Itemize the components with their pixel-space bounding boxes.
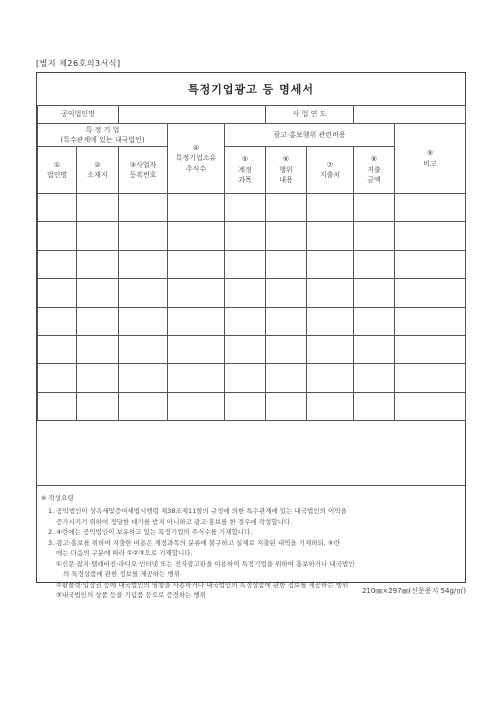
col5-label-line2: 과목: [238, 176, 252, 185]
special-company-group-header: [38, 124, 168, 147]
table-cell[interactable]: [307, 335, 354, 363]
table-cell[interactable]: [395, 307, 466, 335]
table-cell[interactable]: [38, 364, 77, 392]
instruction-item-3: 3. 광고·홍보를 위하여 지출한 비용은 계정과목의 분류에 불구하고 실제로 지출된 내역을 기재하되, ⑥란: [48, 538, 341, 547]
table-cell[interactable]: [168, 194, 225, 222]
table-row: [38, 194, 466, 222]
table-cell[interactable]: [354, 335, 395, 363]
table-row: [38, 364, 466, 392]
table-row: [38, 335, 466, 363]
table-cell[interactable]: [225, 364, 266, 392]
table-cell[interactable]: [119, 364, 168, 392]
col8-header: [354, 147, 395, 194]
table-cell[interactable]: [266, 364, 307, 392]
col3-label-line1: ③사업자: [129, 160, 157, 169]
info-row: [38, 106, 466, 124]
table-cell[interactable]: [395, 392, 466, 420]
table-row: [38, 250, 466, 278]
table-cell[interactable]: [225, 335, 266, 363]
table-cell[interactable]: [225, 194, 266, 222]
business-year-label: 사 업 연 도: [266, 106, 354, 124]
form-title: 특정기업광고 등 명세서: [188, 83, 314, 96]
table-cell[interactable]: [38, 250, 77, 278]
table-cell[interactable]: [77, 250, 119, 278]
table-cell[interactable]: [354, 194, 395, 222]
col1-header: [38, 147, 77, 194]
table-cell[interactable]: [395, 194, 466, 222]
instruction-item-2: 2. ④란에는 공익법인이 보유하고 있는 특정기업의 주식수를 기재합니다.: [48, 528, 253, 536]
table-cell[interactable]: [395, 250, 466, 278]
table-row: [38, 392, 466, 420]
table-cell[interactable]: [225, 392, 266, 420]
table-cell[interactable]: [354, 222, 395, 250]
col9-label: 비고: [423, 159, 437, 168]
col3-header: [119, 147, 168, 194]
table-cell[interactable]: [395, 279, 466, 307]
table-cell[interactable]: [119, 392, 168, 420]
col9-number: ⑨: [426, 149, 434, 157]
col4-label-line2: 주식수: [185, 164, 207, 173]
table-cell[interactable]: [354, 279, 395, 307]
table-cell[interactable]: [225, 279, 266, 307]
col8-label-line1: 지출: [367, 165, 381, 174]
table-cell[interactable]: [354, 250, 395, 278]
table-cell[interactable]: [119, 335, 168, 363]
table-cell[interactable]: [395, 222, 466, 250]
table-cell[interactable]: [77, 307, 119, 335]
table-cell[interactable]: [307, 364, 354, 392]
col6-number: ⑥: [282, 155, 290, 164]
ad-cost-group-header: 광고·홍보행위 관련비용: [225, 124, 395, 147]
table-cell[interactable]: [307, 307, 354, 335]
col6-label-line2: 내용: [279, 176, 293, 185]
col2-header: [77, 147, 119, 194]
table-cell[interactable]: [354, 364, 395, 392]
col8-number: ⑧: [370, 155, 378, 164]
col9-header: [395, 124, 466, 194]
col1-number: ①: [53, 160, 61, 169]
table-cell[interactable]: [168, 307, 225, 335]
paper-spec-footer: 210㎜×297㎜(신문용지 54g/㎡): [361, 587, 466, 595]
table-cell[interactable]: [77, 194, 119, 222]
table-cell[interactable]: [266, 392, 307, 420]
company-name-label: 공익법인명: [38, 106, 119, 124]
col4-label-line1: 특정기업소유: [175, 154, 217, 163]
table-cell[interactable]: [266, 307, 307, 335]
col7-number: ⑦: [326, 160, 334, 169]
table-cell[interactable]: [395, 364, 466, 392]
table-cell[interactable]: [38, 392, 77, 420]
col8-label-line2: 금액: [367, 176, 381, 185]
table-cell[interactable]: [38, 194, 77, 222]
table-cell[interactable]: [77, 392, 119, 420]
table-cell[interactable]: [119, 250, 168, 278]
table-cell[interactable]: [307, 194, 354, 222]
instructions-heading: ※ 작성요령: [41, 494, 74, 502]
table-cell[interactable]: [119, 194, 168, 222]
table-cell[interactable]: [38, 222, 77, 250]
col5-header: [225, 147, 266, 194]
instruction-subitem-3: ③내국법인의 상품 등을 기념품 등으로 증정하는 행위: [56, 591, 207, 599]
col4-header: [168, 124, 225, 194]
col7-header: [307, 147, 354, 194]
table-cell[interactable]: [77, 279, 119, 307]
table-cell[interactable]: [266, 194, 307, 222]
table-cell[interactable]: [119, 279, 168, 307]
table-cell[interactable]: [119, 307, 168, 335]
table-cell[interactable]: [168, 279, 225, 307]
instruction-item-3-continued: 에는 다음의 구분에 따라 ①②③으로 기재합니다.: [56, 549, 193, 557]
table-cell[interactable]: [307, 392, 354, 420]
instruction-item-1-continued: 증가시키기 위하여 정당한 대가를 받지 아니하고 광고·홍보를 한 경우에 작성합니다.: [56, 517, 293, 526]
table-cell[interactable]: [266, 335, 307, 363]
col1-label: 법인명: [46, 171, 68, 179]
table-cell[interactable]: [38, 279, 77, 307]
special-company-group-subtitle: (특수관계에 있는 내국법인): [60, 136, 145, 144]
statement-table: [37, 105, 466, 421]
col2-number: ②: [94, 160, 101, 169]
col6-label-line1: 행위: [279, 165, 293, 174]
instruction-subitem-1-continued: 의 특정상품에 관한 정보를 제공하는 행위: [63, 570, 181, 578]
col6-header: [266, 147, 307, 194]
col5-number: ⑤: [241, 155, 249, 164]
header-row-1: [38, 124, 466, 147]
table-cell[interactable]: [266, 279, 307, 307]
table-cell[interactable]: [77, 222, 119, 250]
table-row: [38, 307, 466, 335]
col2-label: 소재지: [87, 171, 108, 179]
table-cell[interactable]: [119, 222, 168, 250]
table-cell[interactable]: [307, 222, 354, 250]
company-name-field[interactable]: [119, 106, 266, 124]
table-row: [38, 222, 466, 250]
table-cell[interactable]: [395, 335, 466, 363]
instruction-subitem-1: ①신문·잡지·텔레비전·라디오·인터넷 또는 전자광고판을 이용하여 특정기업을 위하여 홍보하거나 내국법인: [56, 559, 355, 568]
table-cell[interactable]: [168, 335, 225, 363]
data-rows: [38, 194, 466, 421]
table-cell[interactable]: [168, 250, 225, 278]
table-cell[interactable]: [77, 364, 119, 392]
table-row: [38, 279, 466, 307]
form-number-label: [별지 제26호의3서식]: [36, 59, 121, 68]
col7-label: 지출처: [319, 171, 341, 179]
table-cell[interactable]: [307, 279, 354, 307]
table-cell[interactable]: [225, 222, 266, 250]
table-cell[interactable]: [77, 335, 119, 363]
col3-label-line2: 등록번호: [129, 171, 157, 179]
table-cell[interactable]: [354, 392, 395, 420]
business-year-field[interactable]: [354, 106, 466, 124]
table-cell[interactable]: [266, 250, 307, 278]
table-cell[interactable]: [307, 250, 354, 278]
table-cell[interactable]: [225, 307, 266, 335]
table-cell[interactable]: [168, 392, 225, 420]
table-cell[interactable]: [266, 222, 307, 250]
table-cell[interactable]: [354, 307, 395, 335]
table-cell[interactable]: [225, 250, 266, 278]
table-cell[interactable]: [38, 307, 77, 335]
instruction-subitem-2: ②팜플렛·입장권 등에 내국법인의 명칭을 사용하거나 내국법인의 특정상품에 관한 정보를 제공하는 행위: [56, 580, 349, 589]
special-company-group-title: 특 정 기 업: [85, 125, 120, 134]
table-cell[interactable]: [38, 335, 77, 363]
col4-number: ④: [192, 143, 200, 152]
table-cell[interactable]: [168, 222, 225, 250]
table-cell[interactable]: [168, 364, 225, 392]
col5-label-line1: 계정: [238, 165, 252, 174]
instruction-item-1: 1. 공익법인이 상속세및증여세법시행령 제38조제11항의 규정에 의한 특수관계에 있는 내국법인의 이익을: [48, 507, 347, 515]
